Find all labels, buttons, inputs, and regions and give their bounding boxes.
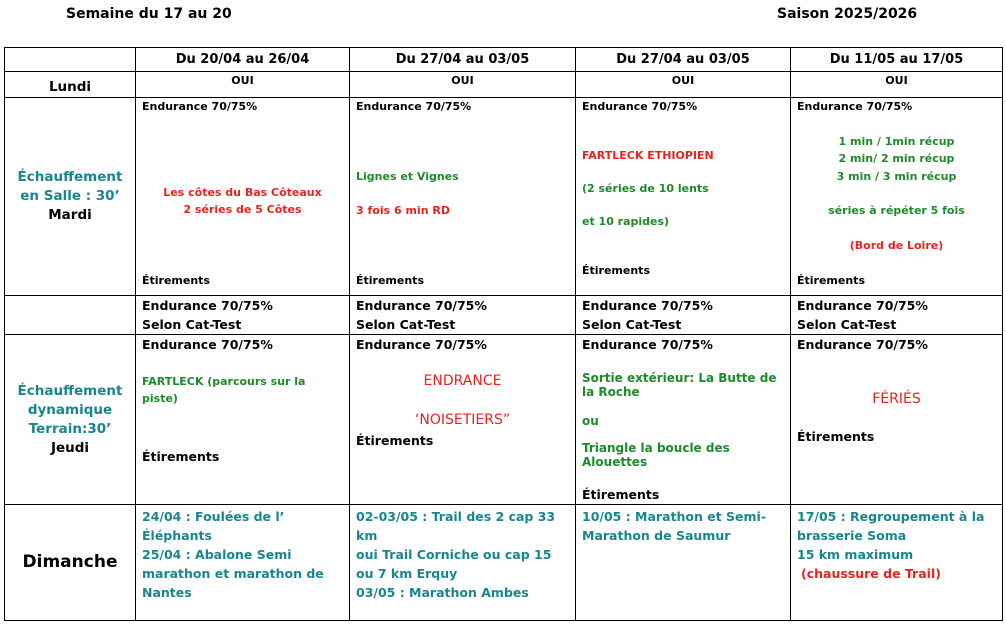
lundi-row bbox=[5, 72, 1003, 98]
jeudi-4-stretching: Étirements bbox=[797, 429, 875, 444]
jeudi-day-label: Jeudi bbox=[50, 439, 90, 456]
jeudi-cell-1 bbox=[136, 335, 350, 505]
week-title: Semaine du 17 au 20 bbox=[66, 6, 232, 22]
mardi-2-stretching: Étirements bbox=[356, 274, 424, 287]
dimanche-4-event-2: 15 km maximum bbox=[797, 547, 914, 562]
jeudi-3-line3: Triangle la boucle des Alouettes bbox=[582, 441, 730, 469]
mardi-4-line1: 1 min / 1min récup bbox=[838, 135, 955, 148]
jeudi-1-endurance: Endurance 70/75% bbox=[142, 337, 273, 352]
mercredi-4-cattest: Selon Cat-Test bbox=[797, 317, 897, 332]
lundi-cell-2: OUI bbox=[350, 72, 576, 98]
header-row bbox=[5, 48, 1003, 72]
lundi-cell-4: OUI bbox=[791, 72, 1003, 98]
mardi-4-stretching: Étirements bbox=[797, 274, 865, 287]
mardi-3-line3: et 10 rapides) bbox=[582, 215, 670, 228]
dimanche-row bbox=[5, 505, 1003, 621]
season-title: Saison 2025/2026 bbox=[777, 6, 918, 22]
jeudi-1-line1: FARTLECK (parcours sur la piste) bbox=[142, 375, 306, 405]
mercredi-cell-2 bbox=[350, 296, 576, 335]
dimanche-cell-3 bbox=[576, 505, 791, 621]
jeudi-3-line1: Sortie extérieur: La Butte de la Roche bbox=[582, 371, 777, 399]
mercredi-1-endurance: Endurance 70/75% bbox=[142, 298, 273, 313]
dimanche-1-event-2: 25/04 : Abalone Semi marathon et marathon de Nantes bbox=[142, 547, 324, 600]
jeudi-2-endurance: Endurance 70/75% bbox=[356, 337, 487, 352]
mardi-label-cell bbox=[5, 98, 136, 296]
jeudi-4-line1: FÉRIÉS bbox=[872, 391, 921, 407]
mardi-3-line1: FARTLECK ETHIOPIEN bbox=[582, 149, 714, 162]
jeudi-label-cell bbox=[5, 335, 136, 505]
mardi-4-endurance: Endurance 70/75% bbox=[797, 100, 913, 113]
lundi-cell-3: OUI bbox=[576, 72, 791, 98]
jeudi-1-stretching: Étirements bbox=[142, 449, 220, 464]
lundi-cell-1: OUI bbox=[136, 72, 350, 98]
mardi-row bbox=[5, 98, 1003, 296]
jeudi-3-endurance: Endurance 70/75% bbox=[582, 337, 713, 352]
mercredi-cell-3 bbox=[576, 296, 791, 335]
dimanche-cell-2 bbox=[350, 505, 576, 621]
column-header-4: Du 11/05 au 17/05 bbox=[791, 48, 1003, 72]
mardi-cell-1 bbox=[136, 98, 350, 296]
mardi-2-line2: 3 fois 6 min RD bbox=[356, 204, 450, 217]
jeudi-3-or: ou bbox=[582, 414, 599, 428]
dimanche-1-event-1: 24/04 : Foulées de l’ Éléphants bbox=[142, 509, 285, 543]
jeudi-2-line1: ENDRANCE bbox=[423, 373, 502, 389]
mardi-cell-2 bbox=[350, 98, 576, 296]
dimanche-2-event-2: oui Trail Corniche ou cap 15 ou 7 km Erquy bbox=[356, 547, 552, 581]
jeudi-cell-3 bbox=[576, 335, 791, 505]
mardi-1-stretching: Étirements bbox=[142, 274, 210, 287]
dimanche-4-note: (chaussure de Trail) bbox=[801, 566, 941, 581]
mardi-4-line4: séries à répéter 5 fois bbox=[828, 204, 965, 217]
mercredi-2-endurance: Endurance 70/75% bbox=[356, 298, 487, 313]
mercredi-row bbox=[5, 296, 1003, 335]
jeudi-cell-4 bbox=[791, 335, 1003, 505]
mardi-1-line2: 2 séries de 5 Côtes bbox=[183, 203, 302, 216]
dimanche-2-event-3: 03/05 : Marathon Ambes bbox=[356, 585, 529, 600]
jeudi-cell-2 bbox=[350, 335, 576, 505]
mardi-day-label: Mardi bbox=[48, 207, 92, 223]
jeudi-warmup-label: Échauffement dynamique Terrain:30’ bbox=[17, 382, 123, 437]
mercredi-3-cattest: Selon Cat-Test bbox=[582, 317, 682, 332]
mardi-4-line3: 3 min / 3 min récup bbox=[836, 170, 957, 183]
dimanche-cell-4 bbox=[791, 505, 1003, 621]
corner-cell bbox=[5, 48, 136, 72]
mardi-warmup-label: Échauffement en Salle : 30’ bbox=[17, 169, 123, 204]
mardi-cell-4 bbox=[791, 98, 1003, 296]
jeudi-2-line2: ‘NOISETIERS” bbox=[414, 412, 511, 428]
mercredi-2-cattest: Selon Cat-Test bbox=[356, 317, 456, 332]
mercredi-4-endurance: Endurance 70/75% bbox=[797, 298, 928, 313]
dimanche-3-event-1: 10/05 : Marathon et Semi-Marathon de Saumur bbox=[582, 509, 767, 543]
mardi-1-line1: Les côtes du Bas Côteaux bbox=[163, 186, 322, 199]
mardi-3-endurance: Endurance 70/75% bbox=[582, 100, 698, 113]
dimanche-2-event-1: 02-03/05 : Trail des 2 cap 33 km bbox=[356, 509, 556, 543]
mardi-2-line1: Lignes et Vignes bbox=[356, 170, 459, 183]
mercredi-1-cattest: Selon Cat-Test bbox=[142, 317, 242, 332]
jeudi-3-stretching: Étirements bbox=[582, 487, 660, 502]
mercredi-3-endurance: Endurance 70/75% bbox=[582, 298, 713, 313]
dimanche-4-event-1: 17/05 : Regroupement à la brasserie Soma bbox=[797, 509, 985, 543]
mardi-4-line2: 2 min/ 2 min récup bbox=[838, 152, 955, 165]
mardi-3-line2: (2 séries de 10 lents bbox=[582, 182, 709, 195]
training-schedule-table bbox=[4, 47, 1003, 621]
mardi-cell-3 bbox=[576, 98, 791, 296]
jeudi-2-stretching: Étirements bbox=[356, 433, 434, 448]
mercredi-cell-4 bbox=[791, 296, 1003, 335]
mardi-1-endurance: Endurance 70/75% bbox=[142, 100, 258, 113]
lundi-label: Lundi bbox=[5, 72, 136, 98]
dimanche-label: Dimanche bbox=[5, 505, 136, 621]
column-header-3: Du 27/04 au 03/05 bbox=[576, 48, 791, 72]
mercredi-cell-1 bbox=[136, 296, 350, 335]
dimanche-cell-1 bbox=[136, 505, 350, 621]
column-header-2: Du 27/04 au 03/05 bbox=[350, 48, 576, 72]
mardi-4-line5: (Bord de Loire) bbox=[849, 239, 944, 252]
mardi-3-stretching: Étirements bbox=[582, 264, 650, 277]
column-header-1: Du 20/04 au 26/04 bbox=[136, 48, 350, 72]
jeudi-row bbox=[5, 335, 1003, 505]
mercredi-label-cell bbox=[5, 296, 136, 335]
mardi-2-endurance: Endurance 70/75% bbox=[356, 100, 472, 113]
jeudi-4-endurance: Endurance 70/75% bbox=[797, 337, 928, 352]
